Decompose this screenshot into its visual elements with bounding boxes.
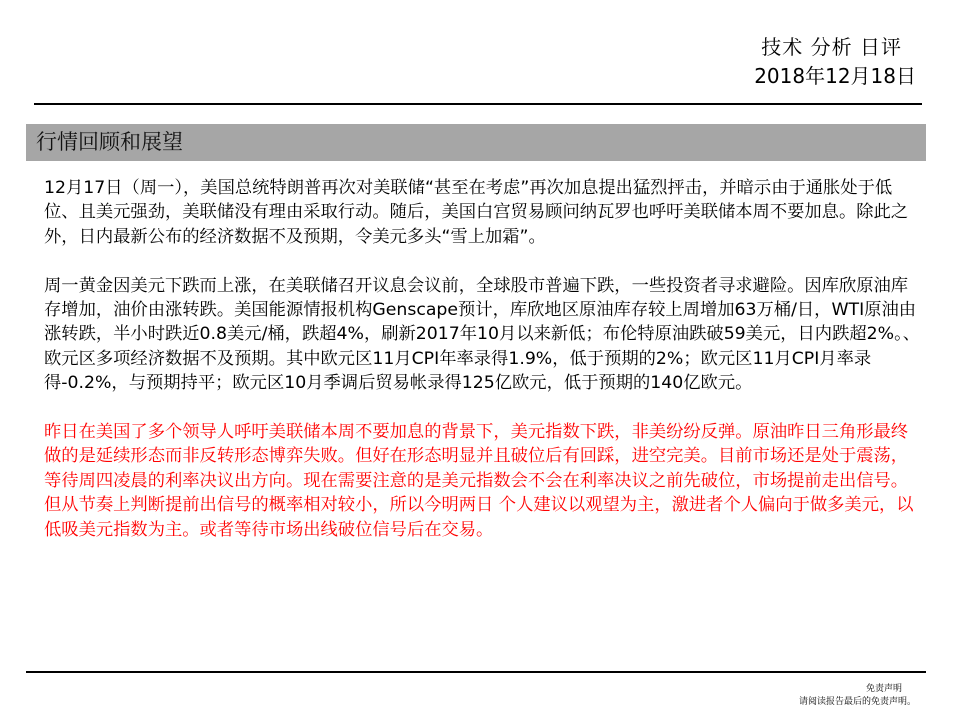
section-header-bar [26,124,926,161]
paragraph-market-review: 12月17日（周一），美国总统特朗普再次对美联储“甚至在考虑”再次加息提出猛烈抨击，并暗示由于通胀处于低位、且美元强劲，美联储没有理由采取行动。随后，美国白宫贸易顾问纳瓦罗也呼吁美联储本周不要加息。除此之外，日内最新公布的经济数据不及预期，令美元多头“雪上加霜”。 [44,178,909,247]
report-date: 2018年12月18日 [754,64,916,88]
paragraph-outlook: 昨日在美国了多个领导人呼吁美联储本周不要加息的背景下，美元指数下跌，非美纷纷反弹。原油昨日三角形最终做的是延续形态而非反转形态博弈失败。但好在形态明显并且破位后有回踩，进空完美。目前市场还是处于震荡，等待周四凌晨的利率决议出方向。现在需要注意的是美元指数会不会在利率决议之前先破位，市场提前走出信号。但从节奏上判断提前出信号的概率相对较小，所以今明两日 个人建议以观望为主，激进者个人偏向于做多美元，以低吸美元指数为主。或者等待市场出线破位信号后在交易。 [44,422,914,540]
disclaimer-note: 请阅读报告最后的免责声明。 [798,697,916,707]
report-body [44,176,922,566]
disclaimer-title: 免责声明 [865,684,902,694]
paragraph-commodities-review: 周一黄金因美元下跌而上涨，在美联储召开议息会议前，全球股市普遍下跌，一些投资者寻求避险。因库欣原油库存增加，油价由涨转跌。美国能源情报机构Genscape预计，库欣地区原油库存较上周增加63万桶/日，WTI原油由涨转跌，半小时跌近0.8美元/桶，跌超4%，刷新2017年10月以来新低；布伦特原油跌破59美元，日内跌超2%。、欧元区多项经济数据不及预期。其中欧元区11月CPI年率录得1.9%，低于预期的2%；欧元区11月CPI月率录得-0.2%，与预期持平；欧元区10月季调后贸易帐录得125亿欧元，低于预期的140亿欧元。 [44,275,920,394]
footer-divider [26,671,926,673]
section-title: 行情回顾和展望 [36,130,183,154]
header-divider [34,103,922,105]
report-type-title: 技术 分析 日评 [761,35,902,59]
